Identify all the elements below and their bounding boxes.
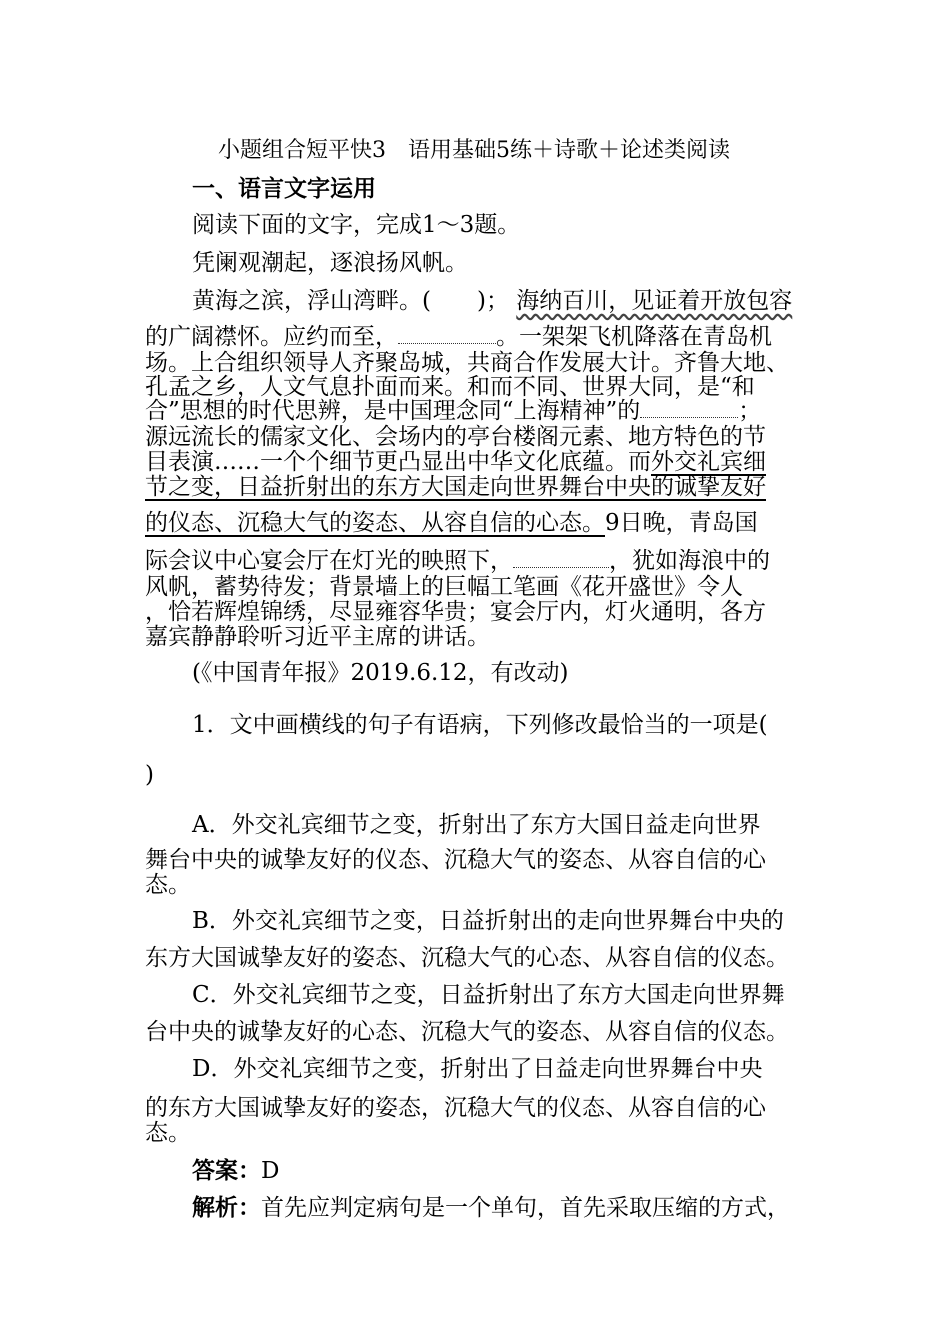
passage-headline: 凭阑观潮起，逐浪扬风帆。 bbox=[192, 250, 468, 276]
passage-text: 。一架架飞机降落在青岛机 bbox=[496, 324, 772, 350]
option-b-cont: 东方大国诚挚友好的姿态、沉稳大气的心态、从容自信的仪态。 bbox=[145, 945, 789, 971]
question-stem: 1．文中画横线的句子有语病，下列修改最恰当的一项是( bbox=[192, 712, 768, 738]
option-c: C．外交礼宾细节之变，日益折射出了东方大国走向世界舞 bbox=[192, 982, 785, 1008]
analysis-line bbox=[192, 1193, 790, 1223]
analysis-text: 首先应判定病句是一个单句，首先采取压缩的方式， bbox=[261, 1195, 790, 1221]
option-a-cont: 舞台中央的诚挚友好的仪态、沉稳大气的姿态、从容自信的心 bbox=[145, 847, 766, 873]
passage-text: 的广阔襟怀。应约而至， bbox=[145, 324, 398, 350]
underlined-sentence: 节之变，日益折射出的东方大国走向世界舞台中央的诚挚友好 bbox=[145, 474, 766, 500]
option-a: A．外交礼宾细节之变，折射出了东方大国日益走向世界 bbox=[192, 812, 761, 838]
passage-text: 目表演……一个个细节更凸显出中华文化底蕴。而 bbox=[145, 449, 651, 475]
option-d-cont: 的东方大国诚挚友好的姿态，沉稳大气的仪态、从容自信的心 bbox=[145, 1095, 766, 1121]
underlined-sentence: 的仪态、沉稳大气的姿态、从容自信的心态。 bbox=[145, 510, 605, 536]
fill-blank bbox=[640, 397, 738, 418]
option-d-cont: 态。 bbox=[145, 1120, 191, 1146]
instruction-text: 阅读下面的文字，完成1～3题。 bbox=[192, 212, 521, 238]
section-heading: 一、语言文字运用 bbox=[192, 176, 376, 202]
passage-line: 风帆，蓄势待发；背景墙上的巨幅工笔画《花开盛世》令人 bbox=[145, 574, 743, 600]
passage-line: 嘉宾静静聆听习近平主席的讲话。 bbox=[145, 624, 490, 650]
answer-line bbox=[192, 1156, 279, 1186]
wavy-underlined-text: 海纳百川，见证着开放包容 bbox=[516, 288, 793, 314]
underlined-sentence: 外交礼宾细 bbox=[651, 449, 766, 475]
fill-blank bbox=[398, 323, 496, 344]
passage-line: 场。上合组织领导人齐聚岛城，共商合作发展大计。齐鲁大地、 bbox=[145, 350, 789, 376]
analysis-label: 解析： bbox=[192, 1195, 261, 1221]
passage-line: ，恰若辉煌锦绣，尽显雍容华贵；宴会厅内，灯火通明，各方 bbox=[145, 599, 766, 625]
answer-label: 答案： bbox=[192, 1158, 261, 1184]
passage-line: 孔孟之乡，人文气息扑面而来。和而不同、世界大同，是“和 bbox=[145, 374, 755, 400]
option-a-cont: 态。 bbox=[145, 872, 191, 898]
passage-text: 合”思想的时代思辨，是中国理念同“上海精神”的 bbox=[145, 398, 641, 424]
fill-blank bbox=[513, 547, 609, 568]
option-b: B．外交礼宾细节之变，日益折射出的走向世界舞台中央的 bbox=[192, 908, 784, 934]
passage-text: ； bbox=[738, 398, 762, 424]
option-d: D．外交礼宾细节之变，折射出了日益走向世界舞台中央 bbox=[192, 1056, 763, 1082]
passage-line bbox=[145, 508, 758, 538]
passage-line bbox=[192, 286, 792, 316]
question-stem-end: ) bbox=[145, 762, 154, 788]
passage-text: 黄海之滨，浮山湾畔。( )； bbox=[192, 288, 509, 314]
page-title: 小题组合短平快3 语用基础5练＋诗歌＋论述类阅读 bbox=[218, 138, 730, 163]
passage-text: 9日晚，青岛国 bbox=[605, 510, 758, 536]
passage-source: (《中国青年报》2019.6.12，有改动) bbox=[192, 660, 569, 686]
passage-line: 源远流长的儒家文化、会场内的亭台楼阁元素、地方特色的节 bbox=[145, 424, 766, 450]
passage-text: 际会议中心宴会厅在灯光的映照下， bbox=[145, 548, 513, 574]
passage-text: ，犹如海浪中的 bbox=[609, 548, 770, 574]
answer-value: D bbox=[261, 1158, 280, 1184]
option-c-cont: 台中央的诚挚友好的心态、沉稳大气的姿态、从容自信的仪态。 bbox=[145, 1019, 789, 1045]
